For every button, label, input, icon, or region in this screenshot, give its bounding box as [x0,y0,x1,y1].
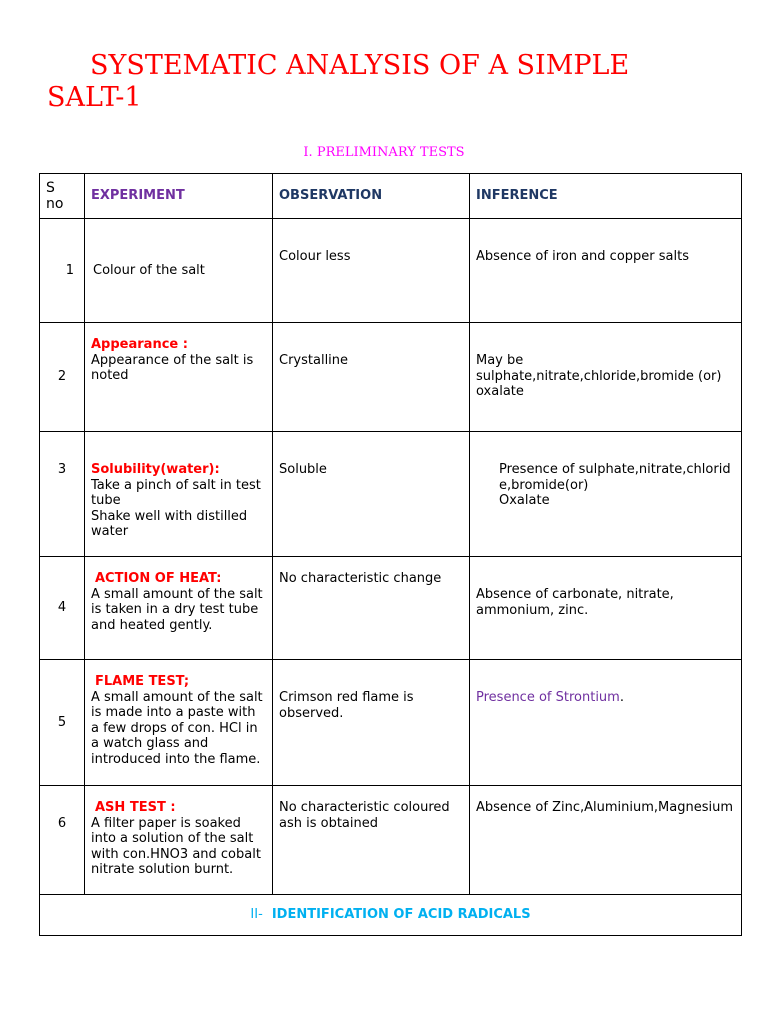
section-prefix: II- [250,907,263,923]
row-number: 1 [40,219,85,323]
experiment-cell [85,219,273,323]
experiment-cell [85,323,273,432]
row-number: 5 [40,660,85,786]
observation-cell: No characteristic coloured ash is obtained [273,786,470,895]
observation-cell: Soluble [273,432,470,557]
inference-text: Presence of sulphate,nitrate,chloride,bromide(or) [499,462,731,493]
experiment-cell [85,660,273,786]
inference-suffix: . [619,690,624,705]
title-line-1: SYSTEMATIC ANALYSIS OF A SIMPLE [90,50,630,81]
inference-cell [470,660,742,786]
observation-cell: Crystalline [273,323,470,432]
experiment-text: A small amount of the salt is made into a paste with a few drops of con. HCl in a watch glass and introduced into the flame. [91,689,263,767]
document-title [47,50,747,114]
experiment-text: A filter paper is soaked into a solution of the salt with con.HNO3 and cobalt nitrate solution burnt. [91,815,261,877]
header-experiment: EXPERIMENT [85,174,273,219]
table-header-row [40,174,742,219]
title-line-2: SALT-1 [47,82,142,113]
experiment-cell [85,432,273,557]
inference-cell [470,432,742,557]
section-heading-acid-radicals [40,895,742,936]
observation-cell: Crimson red flame is observed. [273,660,470,786]
row-number: 3 [40,432,85,557]
experiment-text: Appearance of the salt is noted [91,352,254,383]
section-heading-preliminary: I. PRELIMINARY TESTS [303,145,465,160]
row-number: 2 [40,323,85,432]
inference-cell: May be sulphate,nitrate,chloride,bromide (or) oxalate [470,323,742,432]
header-inference: INFERENCE [470,174,742,219]
row-number: 4 [40,557,85,660]
experiment-text: A small amount of the salt is taken in a dry test tube and heated gently. [91,586,263,633]
experiment-text: Take a pinch of salt in test tube [91,477,261,508]
section-label: IDENTIFICATION OF ACID RADICALS [271,907,531,923]
row-number: 6 [40,786,85,895]
table-row [40,557,742,660]
inference-cell: Absence of iron and copper salts [470,219,742,323]
header-observation: OBSERVATION [273,174,470,219]
table-row [40,432,742,557]
experiment-title: Solubility(water): [91,462,220,477]
header-sno: S no [40,174,85,219]
preliminary-tests-table [39,173,742,936]
inference-cell: Absence of carbonate, nitrate, ammonium, zinc. [470,557,742,660]
experiment-cell [85,557,273,660]
experiment-title: FLAME TEST; [95,674,190,689]
inference-cell: Absence of Zinc,Aluminium,Magnesium [470,786,742,895]
experiment-text-2: Shake well with distilled water [91,508,248,539]
section-heading-acid-radicals-row [40,895,742,936]
experiment-title: ASH TEST : [95,800,176,815]
observation-cell: No characteristic change [273,557,470,660]
table-row [40,660,742,786]
table-row [40,323,742,432]
table-row [40,219,742,323]
table-row [40,786,742,895]
experiment-title: ACTION OF HEAT: [95,571,222,586]
experiment-text: Colour of the salt [93,262,205,278]
inference-highlight: Presence of Strontium [476,690,620,705]
experiment-title: Appearance : [91,337,188,352]
experiment-cell [85,786,273,895]
observation-cell: Colour less [273,219,470,323]
inference-text-2: Oxalate [499,493,550,508]
